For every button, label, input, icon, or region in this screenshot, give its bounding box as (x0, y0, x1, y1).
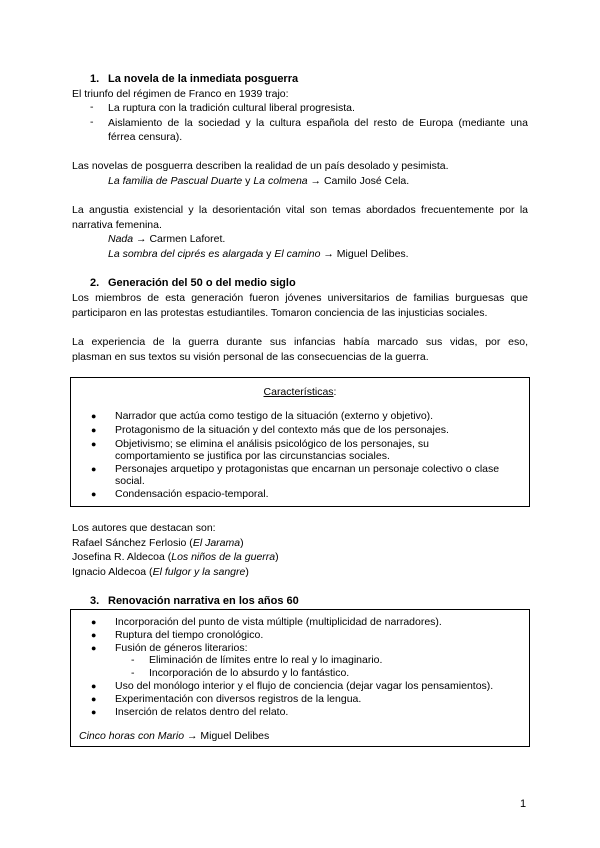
renovation-item: Experimentación con diversos registros de la lengua. (115, 693, 362, 705)
work-author: → Miguel Delibes. (320, 248, 409, 260)
author-line (72, 565, 528, 579)
page-number: 1 (520, 798, 527, 810)
list-item: Aislamiento de la sociedad y la cultura española del resto de Europa (mediante una (108, 117, 528, 129)
renovation-item: Uso del monólogo interior y el flujo de conciencia (dejar vagar los pensamientos). (115, 680, 494, 692)
section-3-number: 3. (90, 595, 100, 607)
section-2-paragraph: participaron en las protestas estudiantiles. Tomaron conciencia de las injusticias sociales. (72, 307, 488, 319)
work-reference (79, 730, 269, 742)
bullet-marker: ● (91, 489, 97, 499)
bullet-marker: ● (91, 694, 97, 704)
bullet-marker: ● (91, 411, 97, 421)
work-title: La sombra del ciprés es alargada (108, 248, 264, 260)
work-title: Cinco horas con Mario (79, 730, 185, 742)
bullet-marker: ● (91, 425, 97, 435)
work-title: El fulgor y la sangre (152, 566, 246, 578)
section-1-number: 1. (90, 73, 100, 85)
feature-item: Personajes arquetipo y protagonistas que encarnan un personaje colectivo o clase (115, 463, 500, 475)
list-item-continuation: férrea censura). (108, 131, 183, 143)
author-name: Josefina R. Aldecoa ( (72, 551, 172, 563)
work-title: Nada (108, 233, 134, 245)
bullet-marker: ● (91, 464, 97, 474)
work-author: → Camilo José Cela. (307, 175, 410, 187)
section-3-heading (90, 595, 299, 607)
renovation-subitem: Incorporación de lo absurdo y lo fantástico. (149, 667, 350, 679)
characteristics-title-text: Características (263, 386, 334, 398)
bullet-marker: ● (91, 630, 97, 640)
work-reference (108, 247, 528, 261)
section-1-paragraph: Las novelas de posguerra describen la realidad de un país desolado y pesimista. (72, 160, 449, 172)
work-reference (108, 174, 528, 188)
feature-item-continuation: social. (115, 475, 145, 487)
renovation-box (70, 609, 530, 747)
author-name: Rafael Sánchez Ferlosio ( (72, 537, 193, 549)
list-item: La ruptura con la tradición cultural liberal progresista. (108, 102, 355, 114)
paren: ) (275, 551, 279, 563)
section-1-intro: El triunfo del régimen de Franco en 1939 trajo: (72, 88, 289, 100)
dash-marker: - (131, 667, 135, 679)
renovation-item: Incorporación del punto de vista múltiple (multiplicidad de narradores). (115, 616, 442, 628)
characteristics-title (71, 386, 529, 398)
section-1-paragraph: narrativa femenina. (72, 219, 162, 231)
dash-marker: - (131, 654, 135, 666)
section-2-paragraph: La experiencia de la guerra durante sus infancias había marcado sus vidas, por eso, (72, 336, 528, 348)
section-3-title: Renovación narrativa en los años 60 (108, 595, 299, 607)
renovation-subitem: Eliminación de límites entre lo real y lo imaginario. (149, 654, 383, 666)
work-title: La familia de Pascual Duarte (108, 175, 243, 187)
work-reference (108, 232, 528, 246)
renovation-item: Fusión de géneros literarios: (115, 642, 248, 654)
section-1-paragraph: La angustia existencial y la desorientación vital son temas abordados frecuentemente por la (72, 204, 528, 216)
bullet-marker: ● (91, 439, 97, 449)
characteristics-box (70, 377, 530, 507)
renovation-item: Ruptura del tiempo cronológico. (115, 629, 264, 641)
work-title: Los niños de la guerra (171, 551, 276, 563)
work-author: → Carmen Laforet. (133, 233, 226, 245)
bullet-marker: ● (91, 681, 97, 691)
author-line (72, 536, 528, 550)
authors-intro: Los autores que destacan son: (72, 522, 216, 534)
section-2-title: Generación del 50 o del medio siglo (108, 277, 296, 289)
section-2-number: 2. (90, 277, 100, 289)
work-title: El camino (274, 248, 321, 260)
paren: ) (240, 537, 244, 549)
work-title: El Jarama (192, 537, 241, 549)
section-2-heading (90, 277, 296, 289)
paren: ) (245, 566, 249, 578)
feature-item: Objetivismo; se elimina el análisis psicológico de los personajes, su (115, 438, 429, 450)
dash-marker: - (90, 101, 94, 113)
renovation-item: Inserción de relatos dentro del relato. (115, 706, 289, 718)
section-1-title: La novela de la inmediata posguerra (108, 73, 299, 85)
section-1-heading (90, 73, 298, 85)
bullet-marker: ● (91, 617, 97, 627)
conjunction: y (263, 248, 275, 260)
feature-item: Protagonismo de la situación y del contexto más que de los personajes. (115, 424, 449, 436)
conjunction: y (242, 175, 254, 187)
feature-item: Narrador que actúa como testigo de la situación (externo y objetivo). (115, 410, 434, 422)
feature-item-continuation: comportamiento se justifica por las circunstancias sociales. (115, 450, 390, 462)
section-2-paragraph: plasman en sus textos su visión personal de las consecuencias de la guerra. (72, 351, 429, 363)
bullet-marker: ● (91, 707, 97, 717)
section-2-paragraph: Los miembros de esta generación fueron jóvenes universitarios de familias burguesas que (72, 292, 528, 304)
characteristics-title-colon: : (333, 386, 337, 398)
work-author: → Miguel Delibes (184, 730, 270, 742)
author-name: Ignacio Aldecoa ( (72, 566, 153, 578)
dash-marker: - (90, 116, 94, 128)
work-title: La colmena (253, 175, 308, 187)
author-line (72, 550, 528, 564)
feature-item: Condensación espacio-temporal. (115, 488, 269, 500)
bullet-marker: ● (91, 643, 97, 653)
